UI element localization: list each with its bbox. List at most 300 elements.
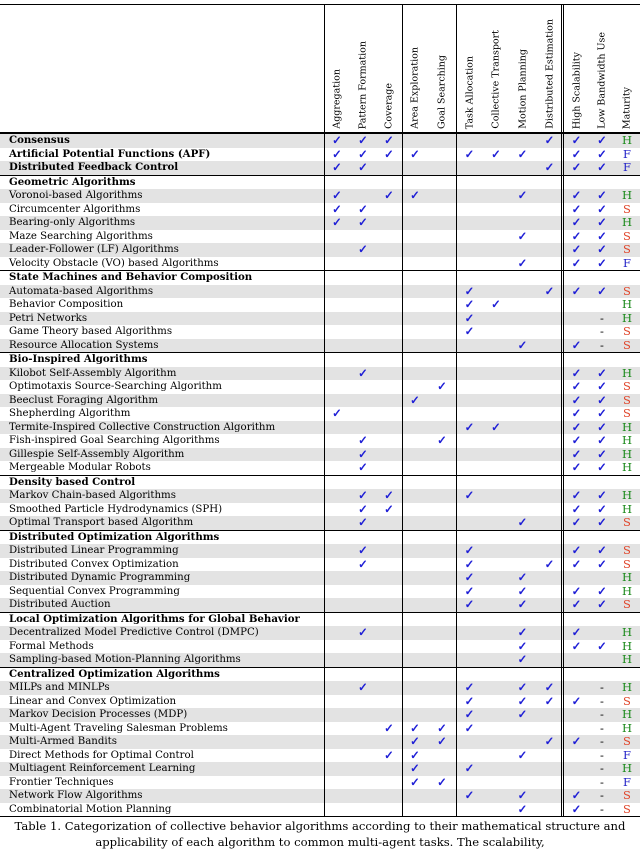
column-header-label: Distributed Estimation [543,19,555,129]
check-icon: ✓ [464,570,475,584]
maturity-badge: H [621,460,633,474]
table-row [0,421,640,435]
table-row [0,133,640,148]
maturity-badge: H [621,446,633,461]
check-icon: ✓ [571,801,582,816]
check-icon: ✓ [517,747,528,762]
check-icon: ✓ [571,597,582,611]
check-icon: ✓ [332,215,342,229]
check-icon: ✓ [384,146,394,161]
maturity-badge: S [623,228,631,243]
column-header [402,5,428,132]
check-icon: ✓ [358,215,368,229]
check-icon: ✓ [384,133,394,147]
check-icon: ✓ [571,734,582,748]
table-row [0,312,640,326]
algorithm-name: Resource Allocation Systems [9,339,159,351]
check-icon: ✓ [571,365,582,380]
check-icon: ✓ [517,146,528,161]
check-icon: ✓ [571,625,582,639]
check-icon: ✓ [464,324,475,338]
check-icon: ✓ [597,188,607,202]
algorithm-name: Distributed Convex Optimization [9,558,179,570]
column-header [483,5,509,132]
dash-mark: - [600,788,604,802]
table-row [0,448,640,462]
table-row [0,681,640,695]
category-row [0,175,640,190]
column-header-label: Goal Searching [436,54,448,129]
algorithm-name: Formal Methods [9,640,94,652]
table-row [0,230,640,244]
check-icon: ✓ [332,146,342,161]
maturity-badge: S [623,324,631,338]
check-icon: ✓ [571,215,582,229]
algorithm-name: Sampling-based Motion-Planning Algorithms [9,654,241,665]
check-icon: ✓ [358,625,368,639]
check-icon: ✓ [437,720,447,735]
check-icon: ✓ [571,583,582,598]
column-header [509,5,536,132]
algorithm-name: Maze Searching Algorithms [9,230,153,242]
check-icon: ✓ [358,365,368,380]
check-icon: ✓ [597,379,607,393]
algorithm-name: Multi-Armed Bandits [9,736,117,747]
table-row [0,489,640,503]
check-icon: ✓ [464,310,475,325]
table-row [0,653,640,667]
column-divider [402,4,403,817]
check-icon: ✓ [517,570,528,584]
algorithm-name: Optimotaxis Source-Searching Algorithm [9,381,222,392]
algorithm-name: Network Flow Algorithms [9,790,143,801]
column-header-label: Task Allocation [463,55,475,129]
algorithm-name: Gillespie Self-Assembly Algorithm [9,448,185,460]
dash-mark: - [600,310,604,325]
table-row [0,503,640,517]
table-row [0,776,640,790]
maturity-badge: H [621,638,633,653]
check-icon: ✓ [464,488,475,502]
check-icon: ✓ [597,543,607,557]
maturity-badge: S [623,515,631,529]
check-icon: ✓ [410,146,420,161]
category-title: State Machines and Behavior Composition [9,271,253,283]
table-row [0,380,640,394]
check-icon: ✓ [464,788,475,802]
maturity-badge: S [623,201,631,216]
category-row [0,352,640,367]
table-row [0,585,640,599]
algorithm-name: Direct Methods for Optimal Control [9,749,194,761]
check-icon: ✓ [410,720,420,735]
check-icon: ✓ [597,146,607,161]
check-icon: ✓ [571,392,582,407]
check-icon: ✓ [332,201,342,216]
maturity-badge: S [623,597,631,611]
maturity-badge: S [623,242,631,256]
algorithm-name: Behavior Composition [9,299,124,310]
check-icon: ✓ [571,488,582,502]
check-icon: ✓ [464,720,475,735]
check-icon: ✓ [410,392,420,407]
check-icon: ✓ [597,597,607,611]
table-caption: Table 1. Categorization of collective behavior algorithms according to their mathematical structure and applicability of each algorithm to common multi-agent tasks. The scalability, [14,819,626,849]
column-divider [324,4,325,817]
check-icon: ✓ [464,693,475,708]
check-icon: ✓ [410,747,420,762]
category-title: Centralized Optimization Algorithms [9,667,220,680]
check-icon: ✓ [597,515,607,529]
dash-mark: - [600,707,604,721]
check-icon: ✓ [384,488,394,502]
check-icon: ✓ [410,188,420,202]
check-icon: ✓ [597,228,607,243]
check-icon: ✓ [517,597,528,611]
check-icon: ✓ [437,433,447,447]
check-icon: ✓ [544,556,555,571]
check-icon: ✓ [571,406,582,420]
maturity-badge: S [623,788,631,802]
check-icon: ✓ [571,638,582,653]
check-icon: ✓ [358,515,368,529]
check-icon: ✓ [597,255,607,270]
check-icon: ✓ [517,188,528,202]
algorithm-name: Petri Networks [9,312,88,324]
check-icon: ✓ [571,188,582,202]
maturity-badge: F [623,160,631,174]
check-icon: ✓ [464,297,475,311]
table-row [0,803,640,818]
check-icon: ✓ [358,133,368,147]
check-icon: ✓ [358,201,368,216]
column-header [456,5,483,132]
maturity-badge: H [621,419,633,434]
maturity-badge: S [623,392,631,407]
maturity-badge: S [623,379,631,393]
column-header [536,5,563,132]
column-header-label: Maturity [621,86,633,129]
table-row [0,367,640,381]
category-row [0,475,640,490]
maturity-badge: H [621,583,633,598]
check-icon: ✓ [597,446,607,461]
check-icon: ✓ [571,556,582,571]
column-header [376,5,402,132]
dash-mark: - [600,337,604,352]
dash-mark: - [600,734,604,748]
algorithm-name: Sequential Convex Programming [9,585,180,597]
check-icon: ✓ [597,583,607,598]
check-icon: ✓ [544,734,555,748]
algorithm-name: Markov Chain-based Algorithms [9,490,176,501]
table-row [0,257,640,271]
maturity-badge: H [621,652,633,666]
check-icon: ✓ [332,160,342,174]
algorithm-name: MILPs and MINLPs [9,682,110,693]
check-icon: ✓ [464,283,475,298]
check-icon: ✓ [332,406,342,420]
check-icon: ✓ [597,242,607,256]
maturity-badge: F [623,255,631,270]
column-header [428,5,456,132]
dash-mark: - [600,761,604,775]
maturity-badge: F [623,146,631,161]
algorithm-name: Termite-Inspired Collective Construction Algorithm [9,421,276,433]
check-icon: ✓ [517,583,528,598]
check-icon: ✓ [464,761,475,775]
column-header-label: Aggregation [331,69,343,129]
check-icon: ✓ [464,543,475,557]
check-icon: ✓ [464,146,475,161]
table-row [0,407,640,421]
check-icon: ✓ [597,406,607,420]
table-row [0,749,640,763]
algorithm-name: Smoothed Particle Hydrodynamics (SPH) [9,503,223,515]
column-header [324,5,350,132]
check-icon: ✓ [571,255,582,270]
check-icon: ✓ [571,379,582,393]
dash-mark: - [600,720,604,735]
maturity-badge: H [621,625,633,639]
dash-mark: - [600,774,604,789]
check-icon: ✓ [491,297,501,311]
check-icon: ✓ [571,446,582,461]
table-row [0,298,640,312]
check-icon: ✓ [544,160,555,174]
check-icon: ✓ [464,419,475,434]
check-icon: ✓ [571,460,582,474]
check-icon: ✓ [384,747,394,762]
algorithm-name: Velocity Obstacle (VO) based Algorithms [9,257,219,269]
algorithm-name: Circumcenter Algorithms [9,203,141,215]
maturity-badge: H [621,133,633,147]
maturity-badge: S [623,283,631,298]
category-row [0,612,640,627]
table-row [0,516,640,530]
check-icon: ✓ [332,188,342,202]
maturity-badge: H [621,761,633,775]
table-row [0,626,640,640]
maturity-badge: S [623,734,631,748]
check-icon: ✓ [571,693,582,708]
algorithm-name: Optimal Transport based Algorithm [9,517,194,528]
check-icon: ✓ [597,638,607,653]
algorithm-name: Leader-Follower (LF) Algorithms [9,244,179,255]
algorithm-name: Distributed Feedback Control [9,161,179,173]
check-icon: ✓ [517,228,528,243]
check-icon: ✓ [597,488,607,502]
check-icon: ✓ [358,488,368,502]
algorithm-name: Markov Decision Processes (MDP) [9,709,188,720]
check-icon: ✓ [384,188,394,202]
check-icon: ✓ [491,419,501,434]
check-icon: ✓ [517,707,528,721]
column-header-label: Pattern Formation [357,40,369,129]
algorithm-name: Distributed Linear Programming [9,545,179,556]
table-row [0,189,640,203]
dash-mark: - [600,680,604,694]
algorithm-name: Automata-based Algorithms [9,285,154,297]
maturity-badge: S [623,693,631,708]
algorithm-name: Frontier Techniques [9,776,114,788]
column-header-label: High Scalability [570,51,582,129]
check-icon: ✓ [544,133,555,147]
check-icon: ✓ [544,283,555,298]
check-icon: ✓ [571,543,582,557]
check-icon: ✓ [597,283,607,298]
maturity-badge: H [621,570,633,584]
category-title: Bio-Inspired Algorithms [9,353,148,365]
check-icon: ✓ [517,337,528,352]
check-icon: ✓ [597,433,607,447]
table-row [0,339,640,353]
check-icon: ✓ [597,133,607,147]
check-icon: ✓ [597,556,607,571]
maturity-badge: H [621,488,633,502]
check-icon: ✓ [358,556,368,571]
check-icon: ✓ [597,501,607,516]
check-icon: ✓ [517,625,528,639]
table-row [0,434,640,448]
category-row [0,667,640,682]
check-icon: ✓ [571,146,582,161]
check-icon: ✓ [571,788,582,802]
table-row [0,394,640,408]
column-header [563,5,590,132]
check-icon: ✓ [358,460,368,474]
table-body [0,133,640,817]
check-icon: ✓ [571,160,582,174]
check-icon: ✓ [571,242,582,256]
table-row [0,285,640,299]
maturity-badge: F [623,774,631,789]
maturity-badge: S [623,556,631,571]
dash-mark: - [600,693,604,708]
check-icon: ✓ [517,693,528,708]
algorithm-name: Game Theory based Algorithms [9,326,173,337]
check-icon: ✓ [464,597,475,611]
algorithm-name: Fish-inspired Goal Searching Algorithms [9,435,220,446]
check-icon: ✓ [517,652,528,666]
table-row [0,735,640,749]
maturity-badge: S [623,543,631,557]
check-icon: ✓ [464,556,475,571]
table-row [0,640,640,654]
table-row [0,558,640,572]
check-icon: ✓ [517,801,528,816]
algorithm-name: Combinatorial Motion Planning [9,803,172,815]
check-icon: ✓ [597,160,607,174]
check-icon: ✓ [571,283,582,298]
column-header [614,5,640,132]
maturity-badge: H [621,680,633,694]
check-icon: ✓ [571,228,582,243]
dash-mark: - [600,324,604,338]
check-icon: ✓ [491,146,501,161]
maturity-badge: H [621,365,633,380]
check-icon: ✓ [358,543,368,557]
column-header [590,5,614,132]
algorithm-name: Shepherding Algorithm [9,408,131,419]
table-header [0,4,640,133]
check-icon: ✓ [437,734,447,748]
check-icon: ✓ [597,392,607,407]
maturity-badge: F [623,747,631,762]
check-icon: ✓ [571,337,582,352]
maturity-badge: S [623,801,631,816]
algorithm-name: Voronoi-based Algorithms [9,190,143,201]
check-icon: ✓ [571,201,582,216]
check-icon: ✓ [437,379,447,393]
check-icon: ✓ [597,460,607,474]
check-icon: ✓ [571,433,582,447]
check-icon: ✓ [517,638,528,653]
table-row [0,544,640,558]
check-icon: ✓ [464,583,475,598]
table-row [0,722,640,736]
dash-mark: - [600,747,604,762]
check-icon: ✓ [597,215,607,229]
column-header-label: Low Bandwidth Use [596,32,608,129]
check-icon: ✓ [358,501,368,516]
algorithm-name: Mergeable Modular Robots [9,462,151,473]
check-icon: ✓ [464,707,475,721]
check-icon: ✓ [358,446,368,461]
algorithm-name: Multiagent Reinforcement Learning [9,763,196,774]
check-icon: ✓ [358,433,368,447]
column-header-label: Area Exploration [409,47,421,129]
check-icon: ✓ [384,501,394,516]
algorithm-name: Bearing-only Algorithms [9,217,136,228]
column-header [350,5,376,132]
column-header-label: Motion Planning [516,49,528,129]
check-icon: ✓ [384,720,394,735]
check-icon: ✓ [332,133,342,147]
dash-mark: - [600,801,604,816]
algorithm-name: Consensus [9,134,70,146]
maturity-badge: H [621,310,633,325]
check-icon: ✓ [571,501,582,516]
table-row [0,708,640,722]
check-icon: ✓ [464,680,475,694]
maturity-badge: H [621,720,633,735]
check-icon: ✓ [517,515,528,529]
table-row [0,325,640,339]
algorithm-name: Kilobot Self-Assembly Algorithm [9,367,177,379]
algorithm-table [0,4,640,817]
table-row [0,161,640,175]
table-row [0,203,640,217]
table-row [0,695,640,709]
category-title: Local Optimization Algorithms for Global Behavior [9,612,300,625]
algorithm-name: Distributed Dynamic Programming [9,572,191,583]
category-title: Geometric Algorithms [9,175,136,188]
maturity-badge: S [623,337,631,352]
check-icon: ✓ [571,515,582,529]
check-icon: ✓ [571,133,582,147]
table-row [0,571,640,585]
table-row [0,216,640,230]
check-icon: ✓ [517,788,528,802]
maturity-badge: S [623,406,631,420]
check-icon: ✓ [437,774,447,789]
column-divider [563,4,564,817]
check-icon: ✓ [410,774,420,789]
category-title: Distributed Optimization Algorithms [9,530,220,543]
check-icon: ✓ [597,201,607,216]
check-icon: ✓ [571,419,582,434]
